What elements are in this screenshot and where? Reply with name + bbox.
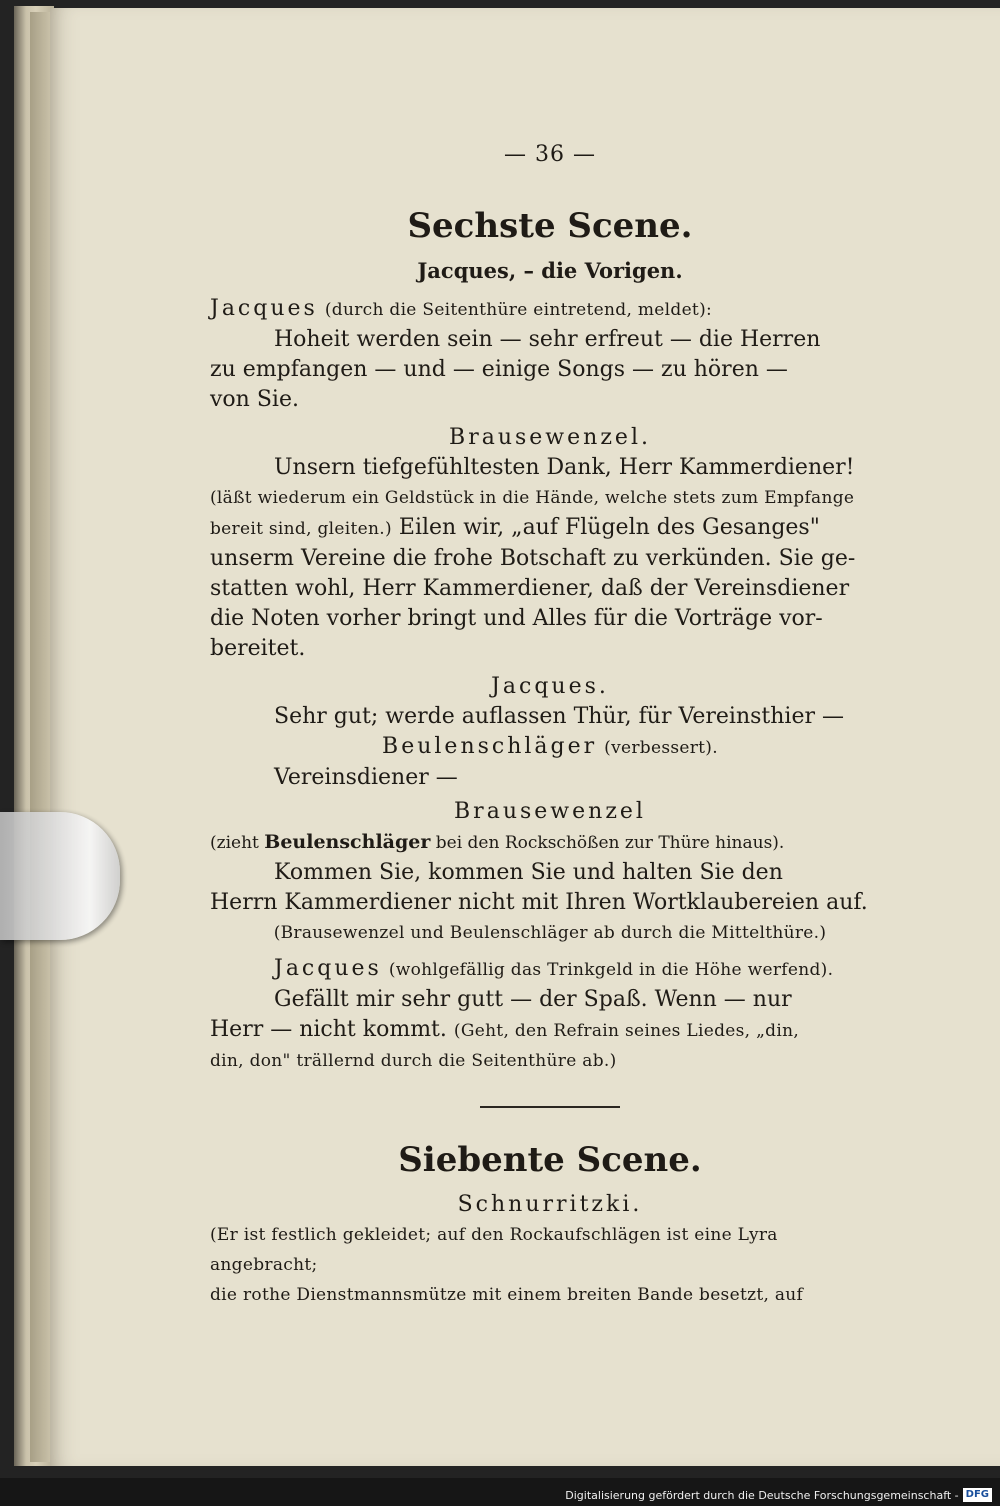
page-number: — 36 — — [504, 142, 596, 167]
stage-direction: (Brausewenzel und Beulenschläger ab durch die Mittelthüre.) — [273, 923, 827, 943]
text-line: bereitet. — [210, 636, 306, 661]
text-line — [210, 1015, 890, 1046]
scene-heading-6: Sechste Scene. — [407, 206, 693, 246]
stage-direction: (Er ist festlich gekleidet; auf den Rockaufschlägen ist eine Lyra angebracht; — [210, 1225, 778, 1275]
speaker-name: Jacques — [210, 296, 318, 321]
text-line: von Sie. — [210, 387, 299, 412]
text-fragment: Herr — nicht kommt. — [210, 1017, 447, 1042]
text-line: Hoheit werden sein — sehr erfreut — die Herren — [274, 327, 821, 352]
digitization-footer — [565, 1488, 992, 1502]
text-line — [210, 954, 890, 985]
emphasized-name: Beulenschläger — [264, 831, 431, 853]
speaker-name: Jacques. — [491, 674, 609, 699]
text-line: Kommen Sie, kommen Sie und halten Sie den — [274, 860, 783, 885]
speaker-name: Schnurritzki. — [457, 1192, 643, 1217]
text-line: Gefällt mir sehr gutt — der Spaß. Wenn — nur — [274, 987, 792, 1012]
stage-direction: (wohlgefällig das Trinkgeld in die Höhe werfend). — [388, 960, 834, 980]
speaker-name: Beulenschläger — [382, 734, 598, 759]
stage-direction: die rothe Dienstmannsmütze mit einem breiten Bande besetzt, auf — [210, 1285, 804, 1305]
text-line: unserm Vereine die frohe Botschaft zu verkünden. Sie ge- — [210, 546, 856, 571]
page-clip — [0, 812, 120, 940]
cast-line: Jacques, – die Vorigen. — [417, 258, 683, 283]
dfg-logo: DFG — [963, 1488, 992, 1502]
text-line: statten wohl, Herr Kammerdiener, daß der Vereinsdiener — [210, 576, 850, 601]
stage-direction: bereit sind, gleiten.) — [210, 519, 392, 539]
text-line: Unsern tiefgefühltesten Dank, Herr Kammerdiener! — [274, 455, 855, 480]
text-line: die Noten vorher bringt und Alles für die Vorträge vor- — [210, 606, 823, 631]
text-line: Vereinsdiener — — [274, 765, 458, 790]
stage-fragment: (zieht — [210, 833, 259, 853]
stage-direction: (durch die Seitenthüre eintretend, meldet): — [324, 300, 713, 320]
stage-direction: (verbessert). — [604, 738, 718, 758]
stage-direction: (Geht, den Refrain seines Liedes, „din, — [453, 1021, 800, 1041]
scene-heading-7: Siebente Scene. — [398, 1140, 702, 1180]
text-line: zu empfangen — und — einige Songs — zu hören — — [210, 357, 788, 382]
section-divider — [480, 1106, 620, 1108]
page-text — [210, 140, 890, 1310]
stage-direction: (läßt wiederum ein Geldstück in die Hände, welche stets zum Empfange — [210, 488, 855, 508]
text-line — [210, 294, 890, 325]
text-line: Herrn Kammerdiener nicht mit Ihren Wortklaubereien auf. — [210, 890, 868, 915]
stage-direction: din, don" trällernd durch die Seitenthüre ab.) — [210, 1051, 617, 1071]
text-line — [210, 513, 890, 544]
speaker-name: Jacques — [274, 956, 382, 981]
text-line — [210, 732, 890, 763]
stage-fragment: bei den Rockschößen zur Thüre hinaus). — [435, 833, 785, 853]
text-line: Sehr gut; werde auflassen Thür, für Vereinsthier — — [274, 704, 844, 729]
speaker-name: Brausewenzel. — [449, 425, 651, 450]
stage-direction — [210, 827, 890, 858]
text-fragment: Eilen wir, „auf Flügeln des Gesanges" — [398, 515, 820, 540]
speaker-name: Brausewenzel — [454, 799, 646, 824]
footer-text: Digitalisierung gefördert durch die Deutsche Forschungsgemeinschaft - — [565, 1488, 959, 1502]
